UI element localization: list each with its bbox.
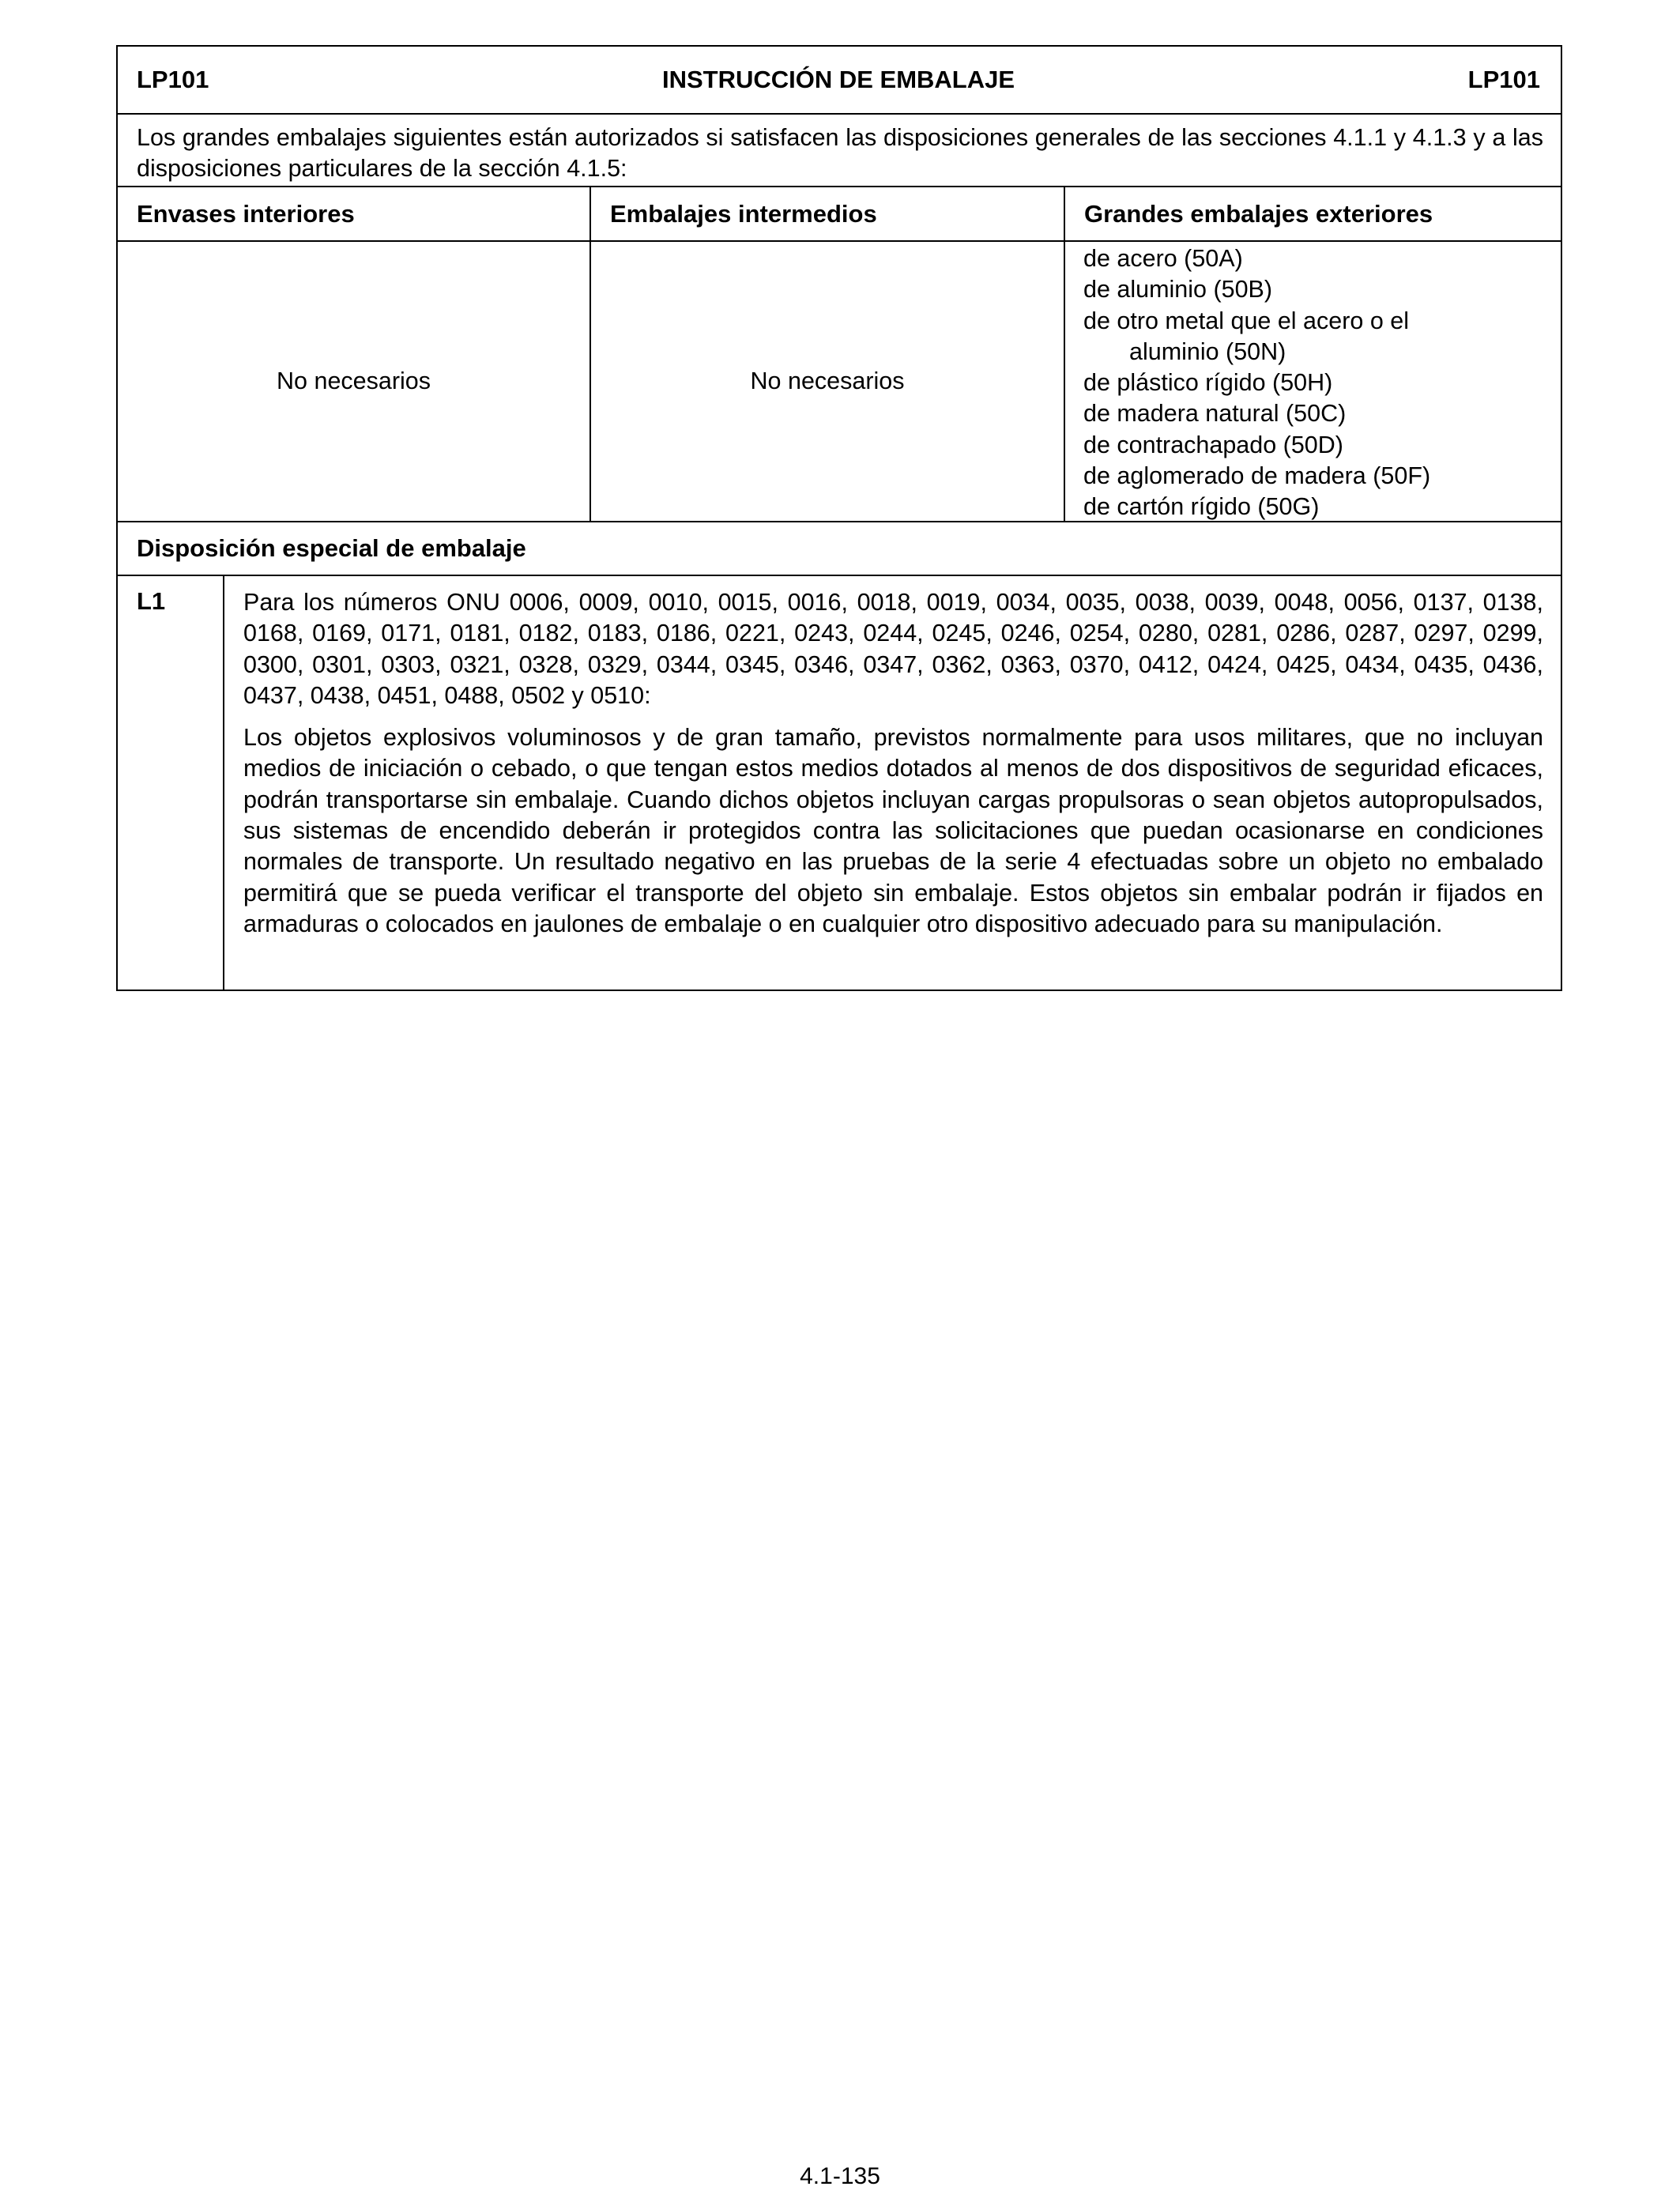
special-provision-text [224,576,1561,990]
intermediate-packagings-cell [591,242,1065,521]
un-numbers-paragraph: Para los números ONU 0006, 0009, 0010, 0015, 0016, 0018, 0019, 0034, 0035, 0038, 0039, 0048, 0056, 0137, 0138, 0168, 0169, 0171, 0181, 0182, 0183, 0186, 0221, 0243, 0244, 0245, 0246, 0254, 0280, 0281, 0286, 0287, 0297, 0299, 0300, 0301, 0303, 0321, 0328, 0329, 0344, 0345, 0346, 0347, 0362, 0363, 0370, 0412, 0424, 0425, 0434, 0435, 0436, 0437, 0438, 0451, 0488, 0502 y 0510: [243,589,1543,709]
outer-packaging-item: de contrachapado (50D) [1083,431,1343,458]
outer-packaging-item: de aluminio (50B) [1083,276,1273,303]
column-header-outer: Grandes embalajes exteriores [1084,199,1433,228]
outer-packaging-item: de aglomerado de madera (50F) [1083,462,1431,490]
instruction-title: INSTRUCCIÓN DE EMBALAJE [661,66,1015,93]
page-number: 4.1-135 [800,2163,880,2189]
outer-packaging-item: de madera natural (50C) [1083,400,1347,428]
column-header-intermediate: Embalajes intermedios [591,187,1065,240]
instruction-title-row [118,47,1561,115]
column-header-inner: Envases interiores [118,187,591,240]
special-provision-heading: Disposición especial de embalaje [118,522,1561,576]
outer-packaging-item-continuation: aluminio (50N) [1129,337,1286,365]
inner-packagings-value: No necesarios [277,368,431,394]
explosives-paragraph: Los objetos explosivos voluminosos y de gran tamaño, previstos normalmente para usos militares, que no incluyan medios de iniciación o cebado, o que tengan estos medios dotados al menos de dos dispositivos de seguridad eficaces, podrán transportarse sin embalaje. Cuando dichos objetos incluyan cargas propulsoras o sean objetos autopropulsados, sus sistemas de encendido deberán ir protegidos contra las solicitaciones que puedan ocasionarse en condiciones normales de transporte. Un resultado negativo en las pruebas de la serie 4 efectuadas sobre un objeto no embalado permitirá que se pueda verificar el transporte del objeto sin embalaje. Estos objetos sin embalar podrán ir fijados en armaduras o colocados en jaulones de embalaje o en cualquier otro dispositivo adecuado para su manipulación. [243,724,1543,937]
outer-packaging-item: de plástico rígido (50H) [1083,369,1333,397]
instruction-code-left: LP101 [137,66,209,93]
special-provision-code: L1 [118,576,224,990]
outer-packaging-item: de otro metal que el acero o el [1083,307,1410,334]
special-provision-row [118,576,1561,990]
outer-packagings-list [1065,242,1561,521]
packaging-row [118,242,1561,522]
intermediate-packagings-value: No necesarios [750,368,905,394]
packing-instruction-table [116,45,1562,991]
column-header-row [118,187,1561,242]
instruction-code-right: LP101 [1467,66,1540,93]
inner-packagings-cell [118,242,591,521]
outer-packaging-item: de cartón rígido (50G) [1083,493,1320,521]
outer-packaging-item: de acero (50A) [1083,245,1243,272]
intro-paragraph: Los grandes embalajes siguientes están autorizados si satisfacen las disposiciones generales de las secciones 4.1.1 y 4.1.3 y a las disposiciones particulares de la sección 4.1.5: [118,115,1561,187]
